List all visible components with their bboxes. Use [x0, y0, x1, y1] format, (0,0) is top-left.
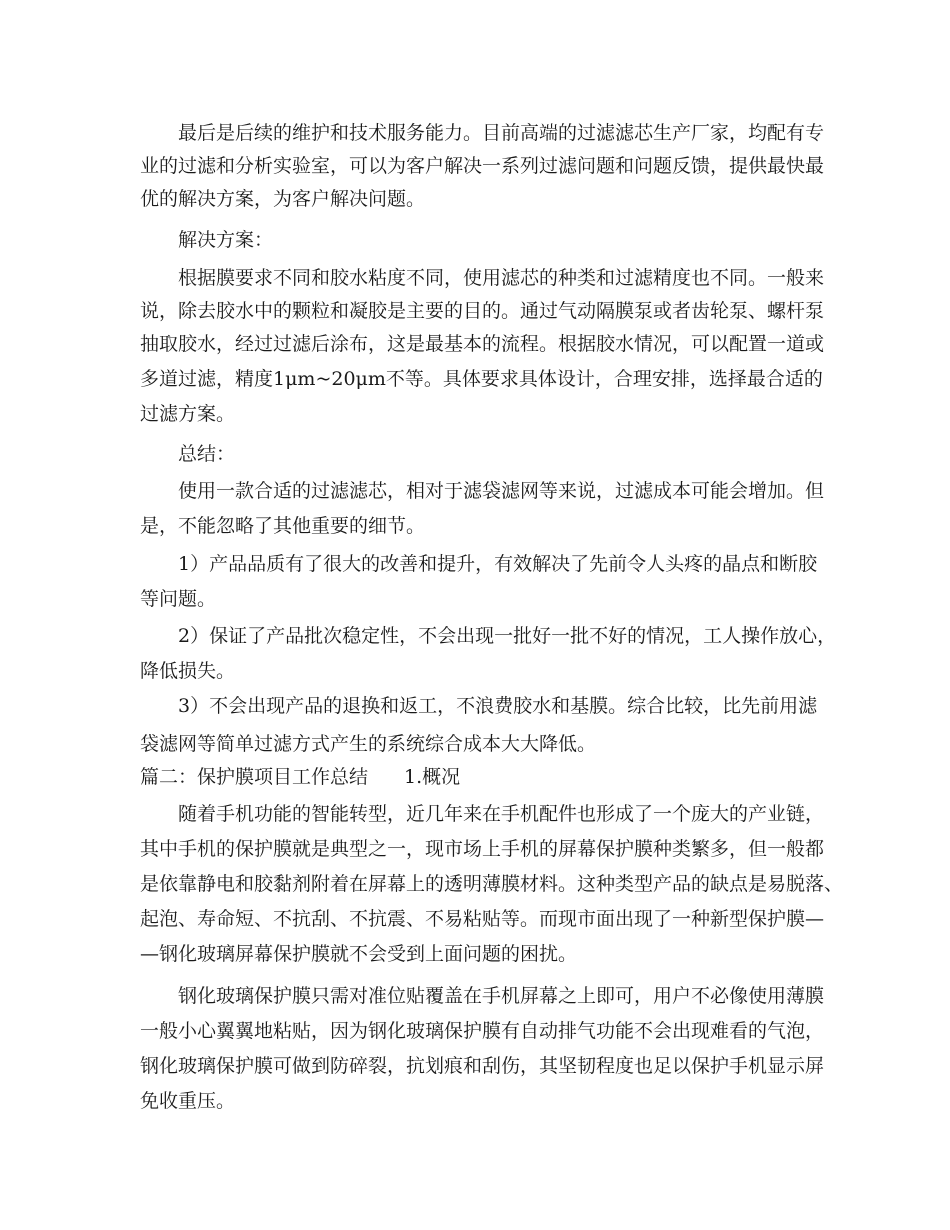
point-3-line-2: 袋滤网等简单过滤方式产生的系统综合成本大大降低。 — [140, 733, 597, 755]
paragraph-9-line-3: 是依靠静电和胶黏剂附着在屏幕上的透明薄膜材料。这种类型产品的缺点是易脱落、 — [140, 873, 844, 895]
paragraph-10-line-3: 钢化玻璃保护膜可做到防碎裂，抗划痕和刮伤，其坚韧程度也足以保护手机显示屏 — [140, 1055, 825, 1077]
section-title: 篇二：保护膜项目工作总结 — [140, 766, 369, 788]
paragraph-1-line-2: 业的过滤和分析实验室，可以为客户解决一系列过滤问题和问题反馈，提供最快最 — [140, 155, 825, 177]
paragraph-3-line-1: 根据膜要求不同和胶水粘度不同，使用滤芯的种类和过滤精度也不同。一般来 — [178, 267, 825, 289]
paragraph-5-line-1: 使用一款合适的过滤滤芯，相对于滤袋滤网等来说，过滤成本可能会增加。但 — [178, 480, 825, 502]
point-2-line-1: 2）保证了产品批次稳定性，不会出现一批好一批不好的情况，工人操作放心， — [178, 625, 837, 647]
paragraph-3-line-4: 多道过滤，精度1μm~20μm不等。具体要求具体设计，合理安排，选择最合适的 — [140, 368, 823, 390]
paragraph-3-line-3: 抽取胶水，经过过滤后涂布，这是最基本的流程。根据胶水情况，可以配置一道或 — [140, 333, 825, 355]
section-subtitle: 1.概况 — [404, 766, 461, 788]
paragraph-5-line-2: 是，不能忽略了其他重要的细节。 — [140, 515, 426, 537]
summary-label: 总结： — [178, 443, 236, 465]
point-1-line-1: 1）产品品质有了很大的改善和提升，有效解决了先前令人头疼的晶点和断胶 — [178, 553, 818, 575]
paragraph-9-line-1: 随着手机功能的智能转型，近几年来在手机配件也形成了一个庞大的产业链， — [178, 803, 825, 825]
point-1-line-2: 等问题。 — [140, 588, 217, 610]
paragraph-10-line-4: 免收重压。 — [140, 1090, 236, 1112]
paragraph-3-line-5: 过滤方案。 — [140, 403, 236, 425]
paragraph-10-line-2: 一般小心翼翼地粘贴，因为钢化玻璃保护膜有自动排气功能不会出现难看的气泡， — [140, 1020, 825, 1042]
point-3-line-1: 3）不会出现产品的退换和返工，不浪费胶水和基膜。综合比较，比先前用滤 — [178, 695, 818, 717]
paragraph-10-line-1: 钢化玻璃保护膜只需对准位贴覆盖在手机屏幕之上即可，用户不必像使用薄膜 — [178, 985, 825, 1007]
paragraph-3-line-2: 说，除去胶水中的颗粒和凝胶是主要的目的。通过气动隔膜泵或者齿轮泵、螺杆泵 — [140, 300, 825, 322]
paragraph-9-line-2: 其中手机的保护膜就是典型之一，现市场上手机的屏幕保护膜种类繁多，但一般都 — [140, 838, 825, 860]
solution-label: 解决方案： — [178, 229, 274, 251]
paragraph-1-line-3: 优的解决方案，为客户解决问题。 — [140, 188, 426, 210]
paragraph-9-line-4: 起泡、寿命短、不抗刮、不抗震、不易粘贴等。而现市面出现了一种新型保护膜— — [140, 908, 825, 930]
section-heading — [140, 762, 460, 793]
point-2-line-2: 降低损失。 — [140, 660, 236, 682]
paragraph-9-line-5: —钢化玻璃屏幕保护膜就不会受到上面问题的困扰。 — [140, 943, 578, 965]
paragraph-1-line-1: 最后是后续的维护和技术服务能力。目前高端的过滤滤芯生产厂家，均配有专 — [178, 122, 825, 144]
